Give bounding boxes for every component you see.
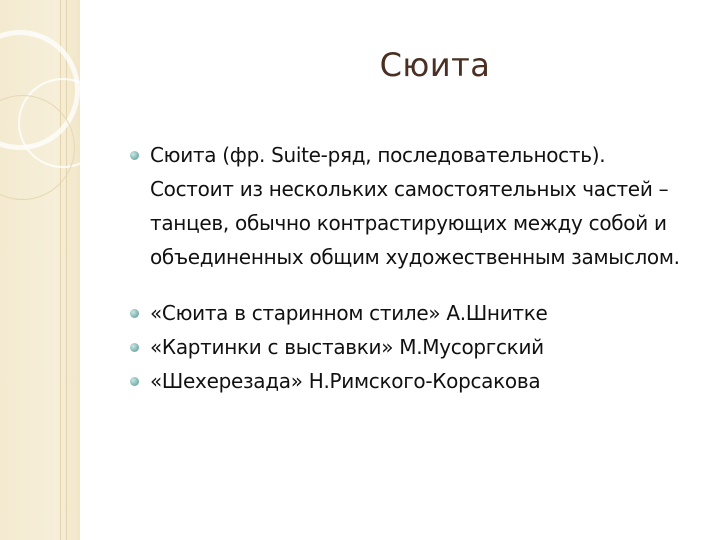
bullet-list [130, 138, 690, 398]
list-item [130, 330, 690, 364]
bullet-text: «Шехерезада» Н.Римского-Корсакова [150, 369, 541, 393]
bullet-icon [130, 151, 139, 160]
bullet-icon [130, 343, 139, 352]
bullet-text: «Картинки с выставки» М.Мусоргский [150, 335, 544, 359]
bullet-text: Сюита (фр. Suite-ряд, последовательность). Состоит из нескольких самостоятельных частей – танцев, обычно контрастирующих между собой и объединенных общим художественным замыслом. [150, 143, 680, 269]
list-item [130, 296, 690, 330]
bullet-text: «Сюита в старинном стиле» А.Шнитке [150, 301, 548, 325]
bullet-icon [130, 377, 139, 386]
list-item [130, 364, 690, 398]
slide-title: Сюита [379, 46, 491, 84]
list-item [130, 138, 690, 274]
decorative-side-panel [0, 0, 80, 540]
bullet-icon [130, 309, 139, 318]
